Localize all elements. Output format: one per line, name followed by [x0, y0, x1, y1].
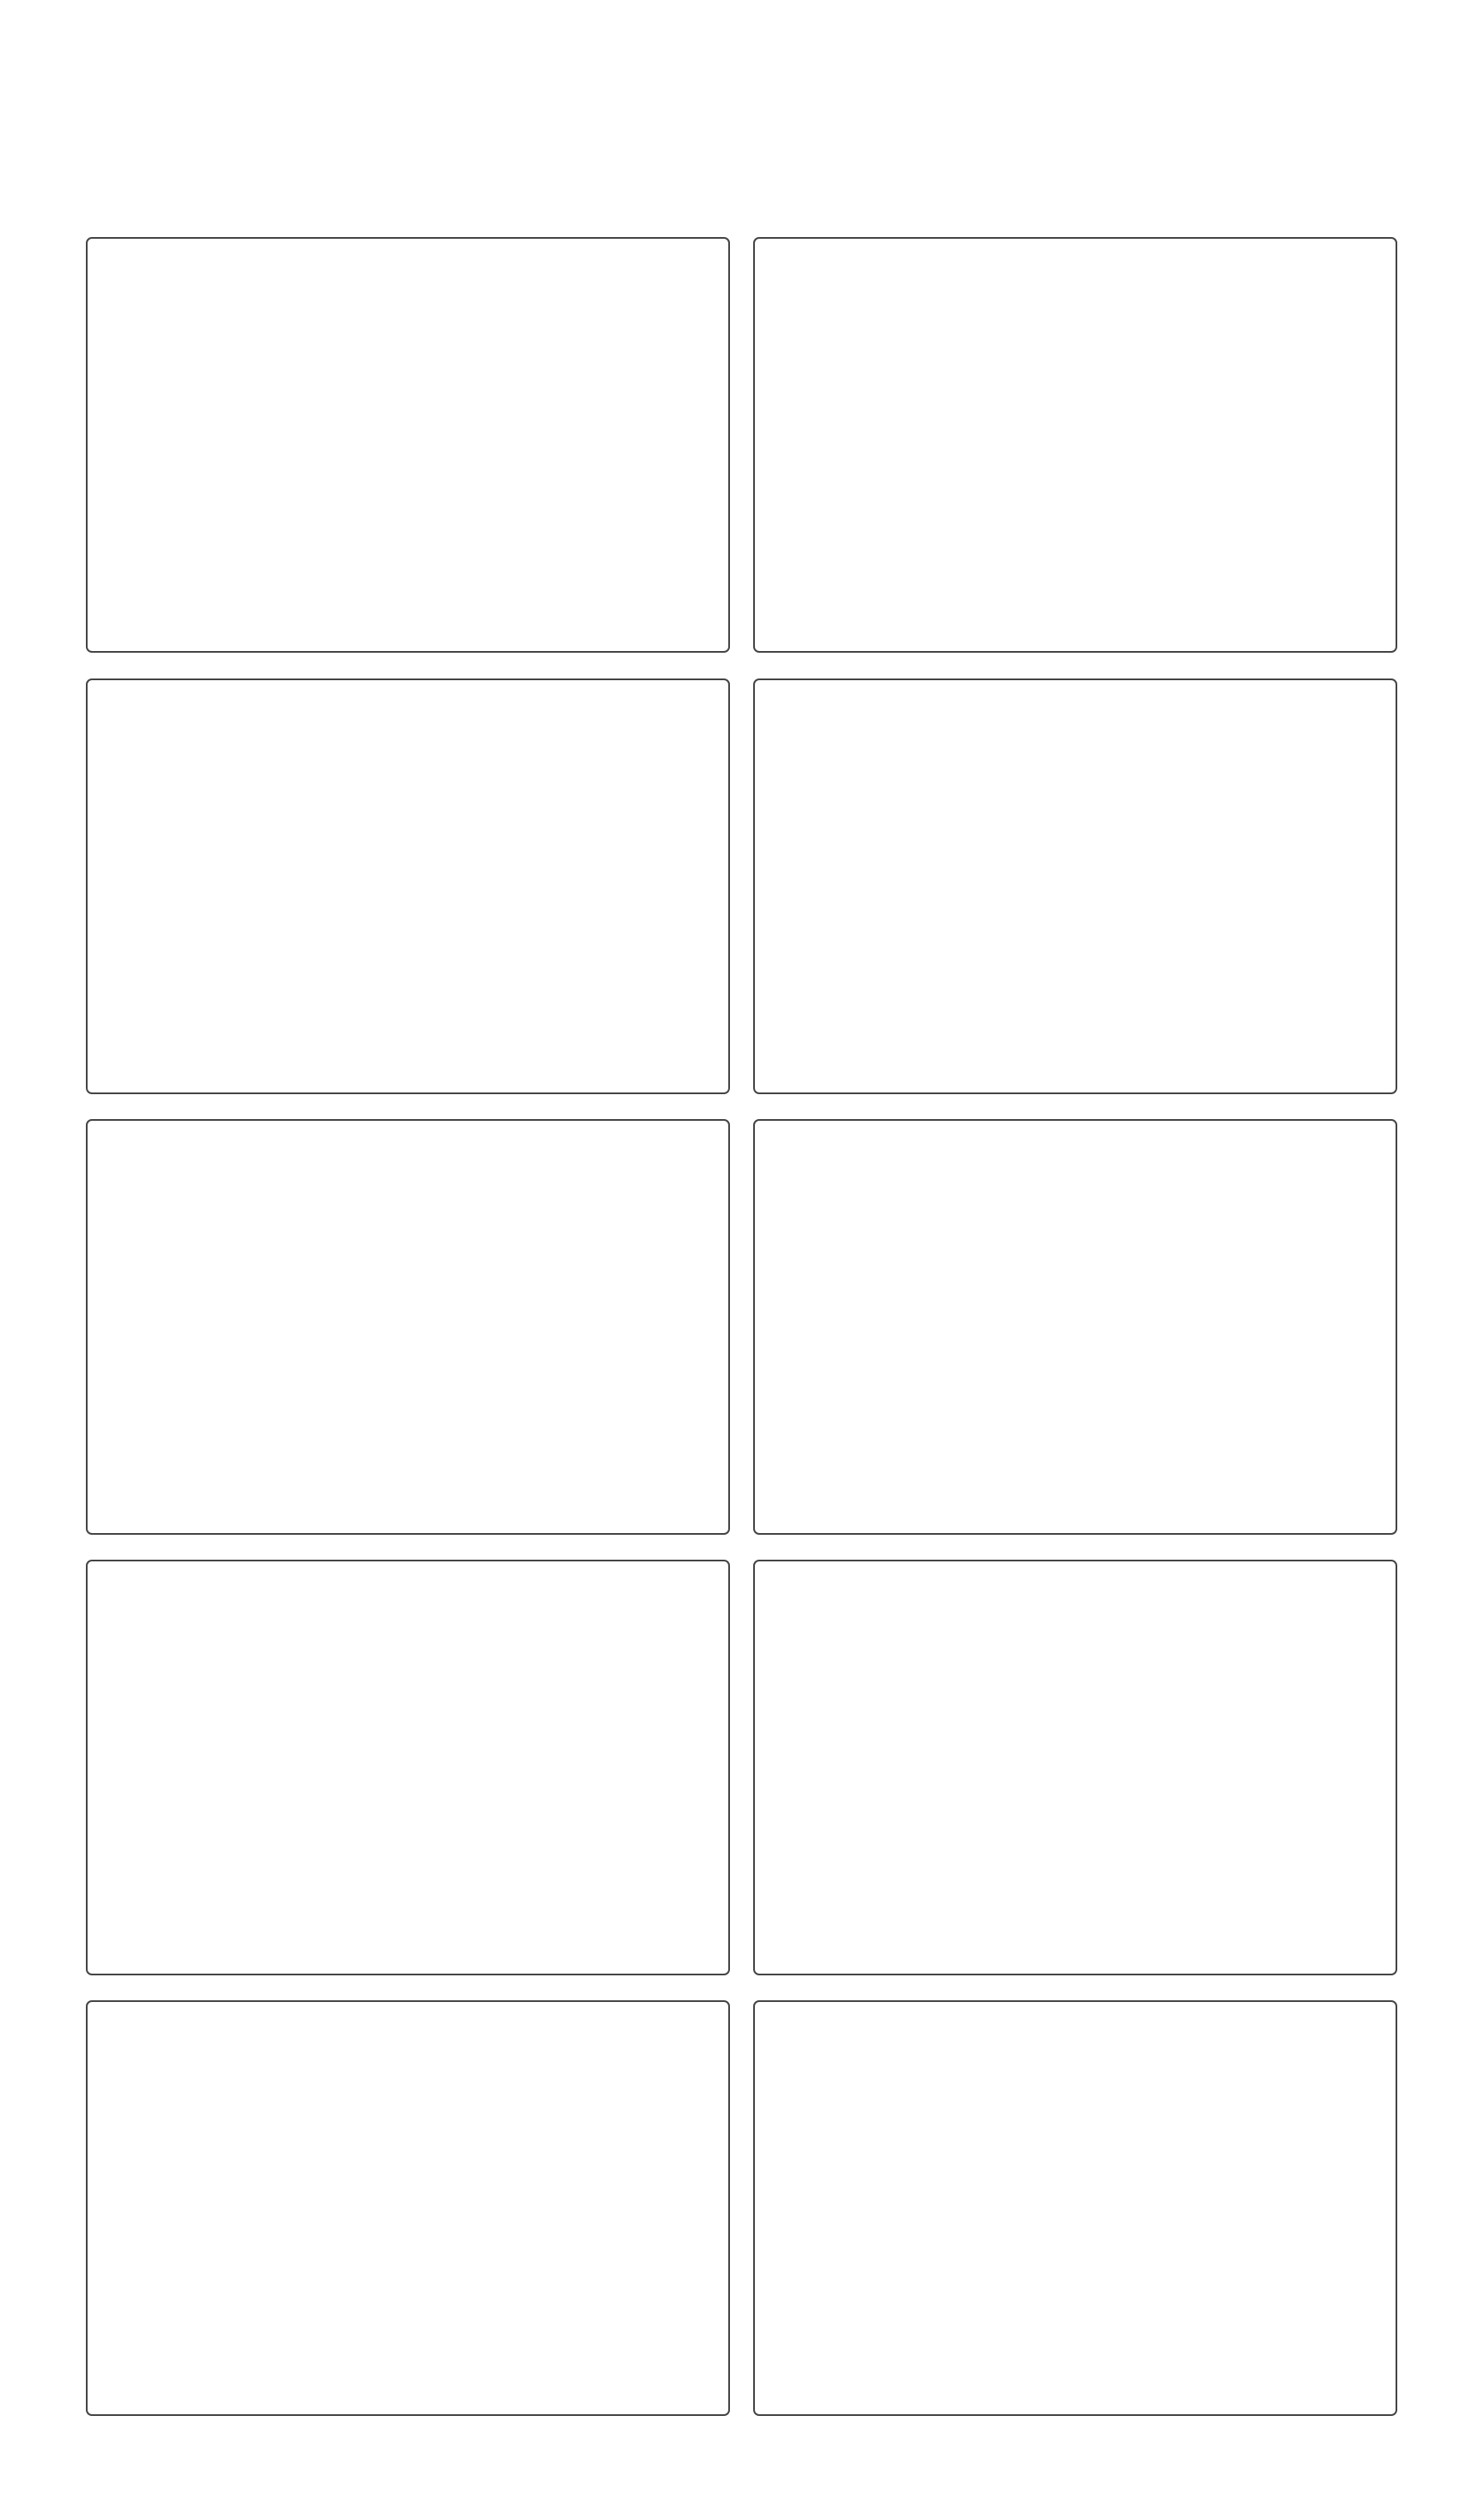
- screen-trends-launch: [753, 237, 1397, 653]
- screen-design-preview: [86, 1119, 730, 1535]
- screen-dashboard-overview: [753, 1119, 1397, 1535]
- screen-design-details: [86, 2000, 730, 2416]
- screen-precad-sets: [86, 678, 730, 1094]
- screen-cad-designers: [753, 1560, 1397, 1975]
- screen-add-launch: [86, 1560, 730, 1975]
- screen-launch-table: [753, 2000, 1397, 2416]
- screen-dashboard-notifications: [86, 237, 730, 653]
- screen-ideation-approval: [753, 678, 1397, 1094]
